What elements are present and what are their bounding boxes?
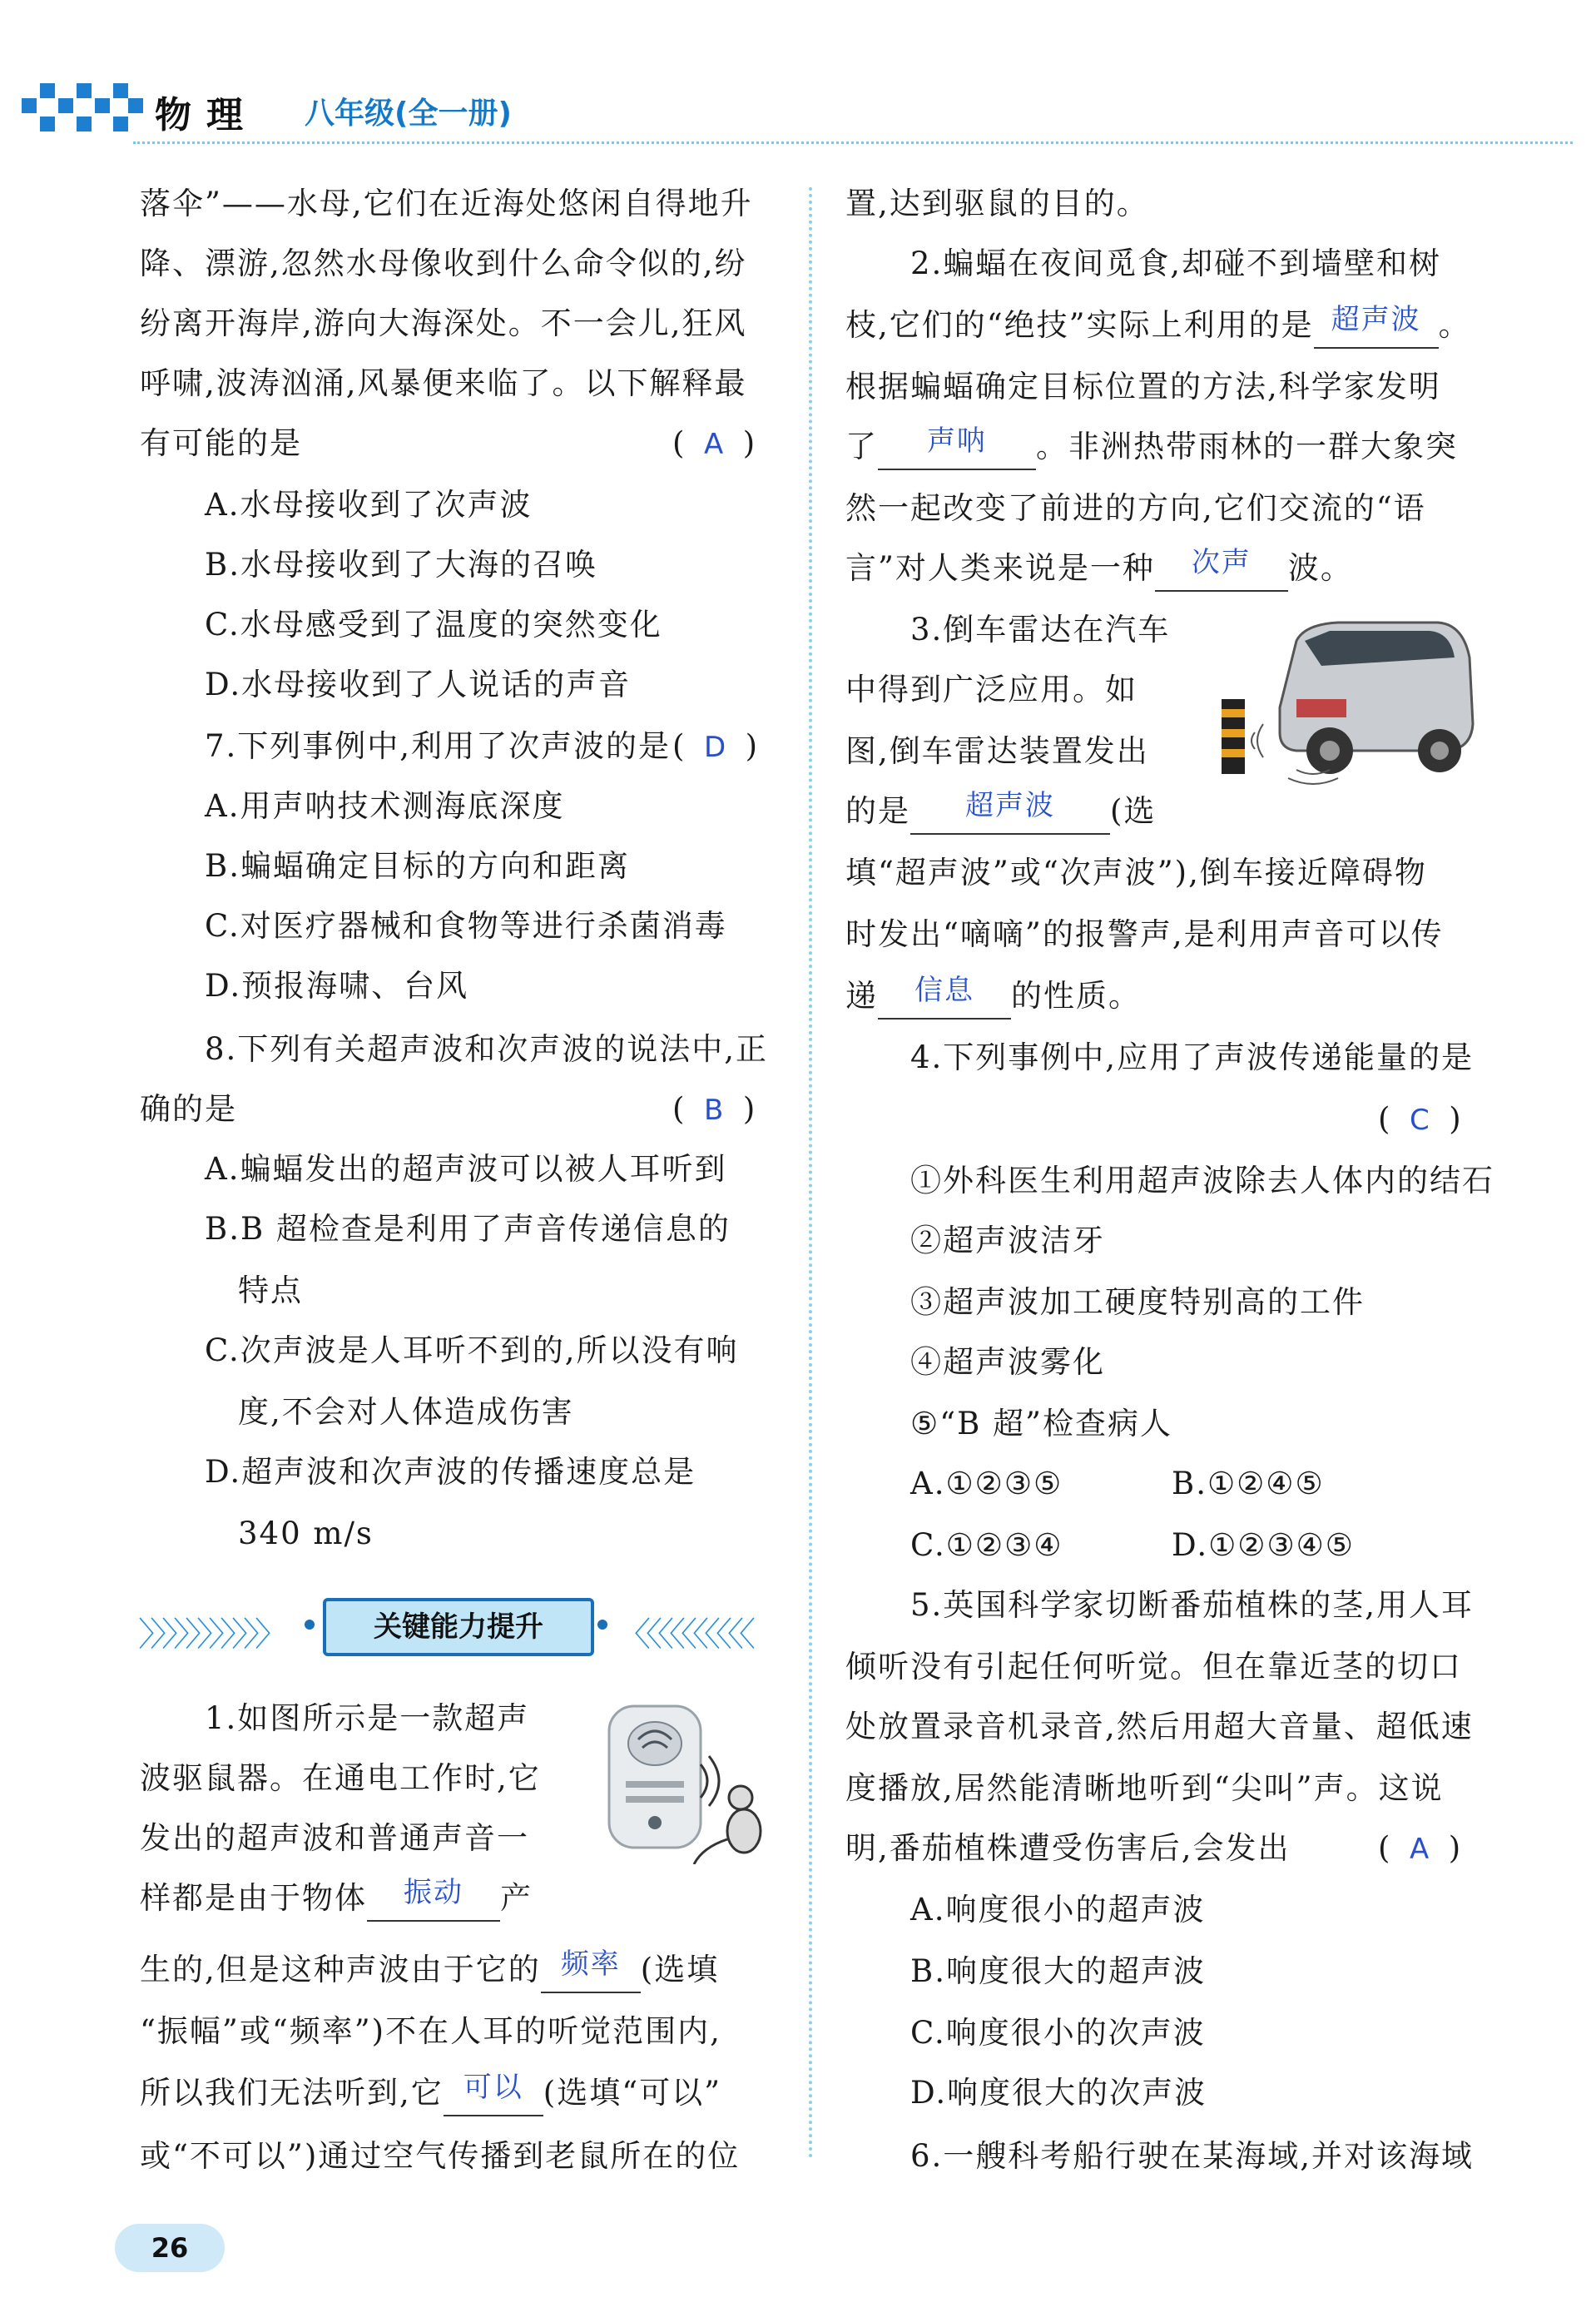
answer-text: 声呐 — [927, 424, 987, 458]
text-line: 有可能的是 — [140, 425, 302, 461]
subject-title: 物理 — [155, 94, 258, 136]
option: B.水母接收到了大海的召唤 — [205, 547, 597, 583]
option: D.超声波和次声波的传播速度总是 — [205, 1454, 696, 1490]
list-item: ①外科医生利用超声波除去人体内的结石 — [910, 1163, 1494, 1198]
grade-label: 八年级(全一册) — [305, 97, 512, 131]
answer-q8: B — [703, 1094, 724, 1127]
text-line: 然一起改变了前进的方向,它们交流的“语 — [845, 490, 1426, 526]
option: D.①②③④⑤ — [1172, 1527, 1355, 1563]
text-segment: 所以我们无法听到,它 — [140, 2075, 444, 2111]
text-line — [140, 1949, 719, 1993]
question-stem: 确的是 — [140, 1091, 237, 1127]
fill-blank — [367, 1878, 500, 1922]
text-line — [845, 305, 1471, 349]
fill-blank — [910, 791, 1110, 835]
text-segment: 。 — [1438, 307, 1471, 343]
list-item: ③超声波加工硬度特别高的工件 — [910, 1284, 1365, 1320]
text-line: 处放置录音机录音,然后用超大音量、超低速 — [845, 1709, 1474, 1744]
answer-paren: ( B ) — [672, 1091, 756, 1127]
text-line: 明,番茄植株遭受伤害后,会发出 — [845, 1830, 1291, 1866]
text-segment: (选 — [1110, 793, 1157, 829]
text-line: 呼啸,波涛汹涌,风暴便来临了。以下解释最 — [140, 365, 747, 401]
option: A.响度很小的超声波 — [910, 1892, 1206, 1928]
option: A.蝙蝠发出的超声波可以被人耳听到 — [205, 1151, 727, 1187]
text-line — [845, 548, 1353, 592]
text-line: 中得到广泛应用。如 — [845, 672, 1138, 707]
text-segment: (选填 — [640, 1952, 720, 1987]
text-line: 发出的超声波和普通声音一 — [140, 1820, 529, 1856]
text-line: 1.如图所示是一款超声 — [205, 1700, 530, 1736]
answer-q4: C — [1409, 1104, 1430, 1137]
answer-text: 超声波 — [1331, 303, 1421, 336]
option: B.B 超检查是利用了声音传递信息的 — [205, 1211, 731, 1247]
text-segment: 了 — [845, 429, 878, 464]
answer-text: 振动 — [404, 1876, 463, 1909]
text-line: 3.倒车雷达在汽车 — [910, 612, 1171, 647]
banner-decoration-icon: 〈〈〈〈〈〈〈〈〈〈 — [617, 1615, 751, 1654]
header-rule — [133, 141, 1573, 144]
text-segment: 波。 — [1287, 550, 1353, 586]
option: C.响度很小的次声波 — [910, 2015, 1206, 2051]
answer-text: 超声波 — [965, 789, 1055, 822]
answer-text: 次声 — [1191, 546, 1252, 579]
text-line: 纷离开海岸,游向大海深处。不一会儿,狂风 — [140, 305, 747, 341]
banner-dot-icon — [597, 1620, 607, 1630]
text-line: 降、漂游,忽然水母像收到什么命令似的,纷 — [140, 246, 747, 281]
text-segment: 言”对人类来说是一种 — [845, 550, 1155, 586]
text-line: “振幅”或“频率”)不在人耳的听觉范围内, — [140, 2013, 721, 2049]
fill-blank — [1314, 305, 1439, 349]
answer-paren: ( A ) — [672, 425, 756, 461]
option: 度,不会对人体造成伤害 — [238, 1394, 574, 1430]
option: 特点 — [238, 1273, 303, 1308]
option: A.①②③⑤ — [910, 1466, 1063, 1501]
fill-blank — [878, 426, 1036, 470]
text-segment: 枝,它们的“绝技”实际上利用的是 — [845, 307, 1314, 343]
question-stem: 4.下列事例中,应用了声波传递能量的是 — [910, 1039, 1475, 1075]
option: C.水母感受到了温度的突然变化 — [205, 607, 662, 643]
text-segment: 。非洲热带雨林的一群大象突 — [1036, 429, 1458, 464]
text-segment: 生的,但是这种声波由于它的 — [140, 1952, 541, 1987]
option: D.水母接收到了人说话的声音 — [205, 667, 632, 702]
answer-paren: ( A ) — [1378, 1830, 1461, 1866]
section-title: 关键能力提升 — [323, 1598, 594, 1656]
answer-text: 频率 — [560, 1947, 621, 1981]
option: A.水母接收到了次声波 — [205, 487, 533, 523]
answer-q7: D — [703, 731, 726, 764]
text-line: 或“不可以”)通过空气传播到老鼠所在的位 — [140, 2138, 741, 2174]
text-line — [845, 975, 1141, 1020]
option: C.①②③④ — [910, 1527, 1063, 1563]
list-item: ②超声波洁牙 — [910, 1223, 1105, 1258]
option: B.①②④⑤ — [1172, 1466, 1325, 1501]
ultrasonic-repeller-image — [592, 1698, 776, 1864]
fill-blank — [1155, 548, 1288, 592]
text-segment: 递 — [845, 978, 878, 1014]
option: D.预报海啸、台风 — [205, 968, 469, 1004]
text-segment: (选填“可以” — [543, 2075, 722, 2111]
text-segment: 的性质。 — [1011, 978, 1141, 1014]
option: C.对医疗器械和食物等进行杀菌消毒 — [205, 908, 727, 944]
question-stem: 7.下列事例中,利用了次声波的是 — [205, 728, 672, 764]
text-line: 根据蝙蝠确定目标位置的方法,科学家发明 — [845, 369, 1441, 404]
text-line: 填“超声波”或“次声波”),倒车接近障碍物 — [845, 855, 1427, 891]
text-line: 置,达到驱鼠的目的。 — [845, 186, 1149, 221]
page-header — [0, 0, 1596, 166]
answer-text: 信息 — [914, 974, 974, 1007]
option: B.响度很大的超声波 — [910, 1953, 1206, 1989]
list-item: ⑤“B 超”检查病人 — [910, 1406, 1172, 1441]
text-line: 5.英国科学家切断番茄植株的茎,用人耳 — [910, 1587, 1475, 1623]
text-line — [845, 426, 1458, 470]
list-item: ④超声波雾化 — [910, 1344, 1105, 1380]
banner-decoration-icon: 〉〉〉〉〉〉〉〉〉〉〉 — [138, 1615, 283, 1654]
text-line: 时发出“嘀嘀”的报警声,是利用声音可以传 — [845, 916, 1444, 952]
answer-q6: A — [703, 428, 724, 461]
text-segment: 样都是由于物体 — [140, 1880, 367, 1916]
text-line: 6.一艘科考船行驶在某海域,并对该海域 — [910, 2138, 1475, 2174]
option: D.响度很大的次声波 — [910, 2075, 1207, 2111]
question-stem: 8.下列有关超声波和次声波的说法中,正 — [205, 1031, 769, 1067]
text-line: 落伞”——水母,它们在近海处悠闲自得地升 — [140, 186, 753, 221]
text-line — [845, 791, 1156, 835]
fill-blank — [878, 975, 1011, 1020]
reversing-car-image — [1205, 608, 1480, 791]
text-line: 图,倒车雷达装置发出 — [845, 733, 1149, 769]
text-line: 倾听没有引起任何听觉。但在靠近茎的切口 — [845, 1649, 1462, 1684]
text-line — [140, 1878, 533, 1922]
answer-paren: ( D ) — [672, 728, 758, 764]
column-divider — [809, 187, 812, 2160]
option: B.蝙蝠确定目标的方向和距离 — [205, 848, 630, 884]
header-logo-squares-icon — [22, 83, 146, 150]
option: C.次声波是人耳听不到的,所以没有响 — [205, 1332, 739, 1368]
page-number: 26 — [115, 2224, 225, 2272]
banner-dot-icon — [305, 1620, 315, 1630]
answer-paren: ( C ) — [1378, 1101, 1461, 1137]
answer-text: 可以 — [463, 2071, 523, 2104]
section-banner — [138, 1598, 776, 1656]
text-segment: 产 — [500, 1880, 533, 1916]
text-segment: 的是 — [845, 793, 910, 829]
answer-q5: A — [1409, 1833, 1430, 1866]
option: 340 m/s — [238, 1516, 374, 1551]
text-line: 波驱鼠器。在通电工作时,它 — [140, 1760, 541, 1796]
fill-blank — [444, 2072, 543, 2116]
option: A.用声呐技术测海底深度 — [205, 788, 565, 824]
text-line: 度播放,居然能清晰地听到“尖叫”声。这说 — [845, 1770, 1444, 1806]
text-line: 2.蝙蝠在夜间觅食,却碰不到墙壁和树 — [910, 246, 1442, 281]
text-line — [140, 2072, 721, 2116]
fill-blank — [541, 1949, 641, 1993]
